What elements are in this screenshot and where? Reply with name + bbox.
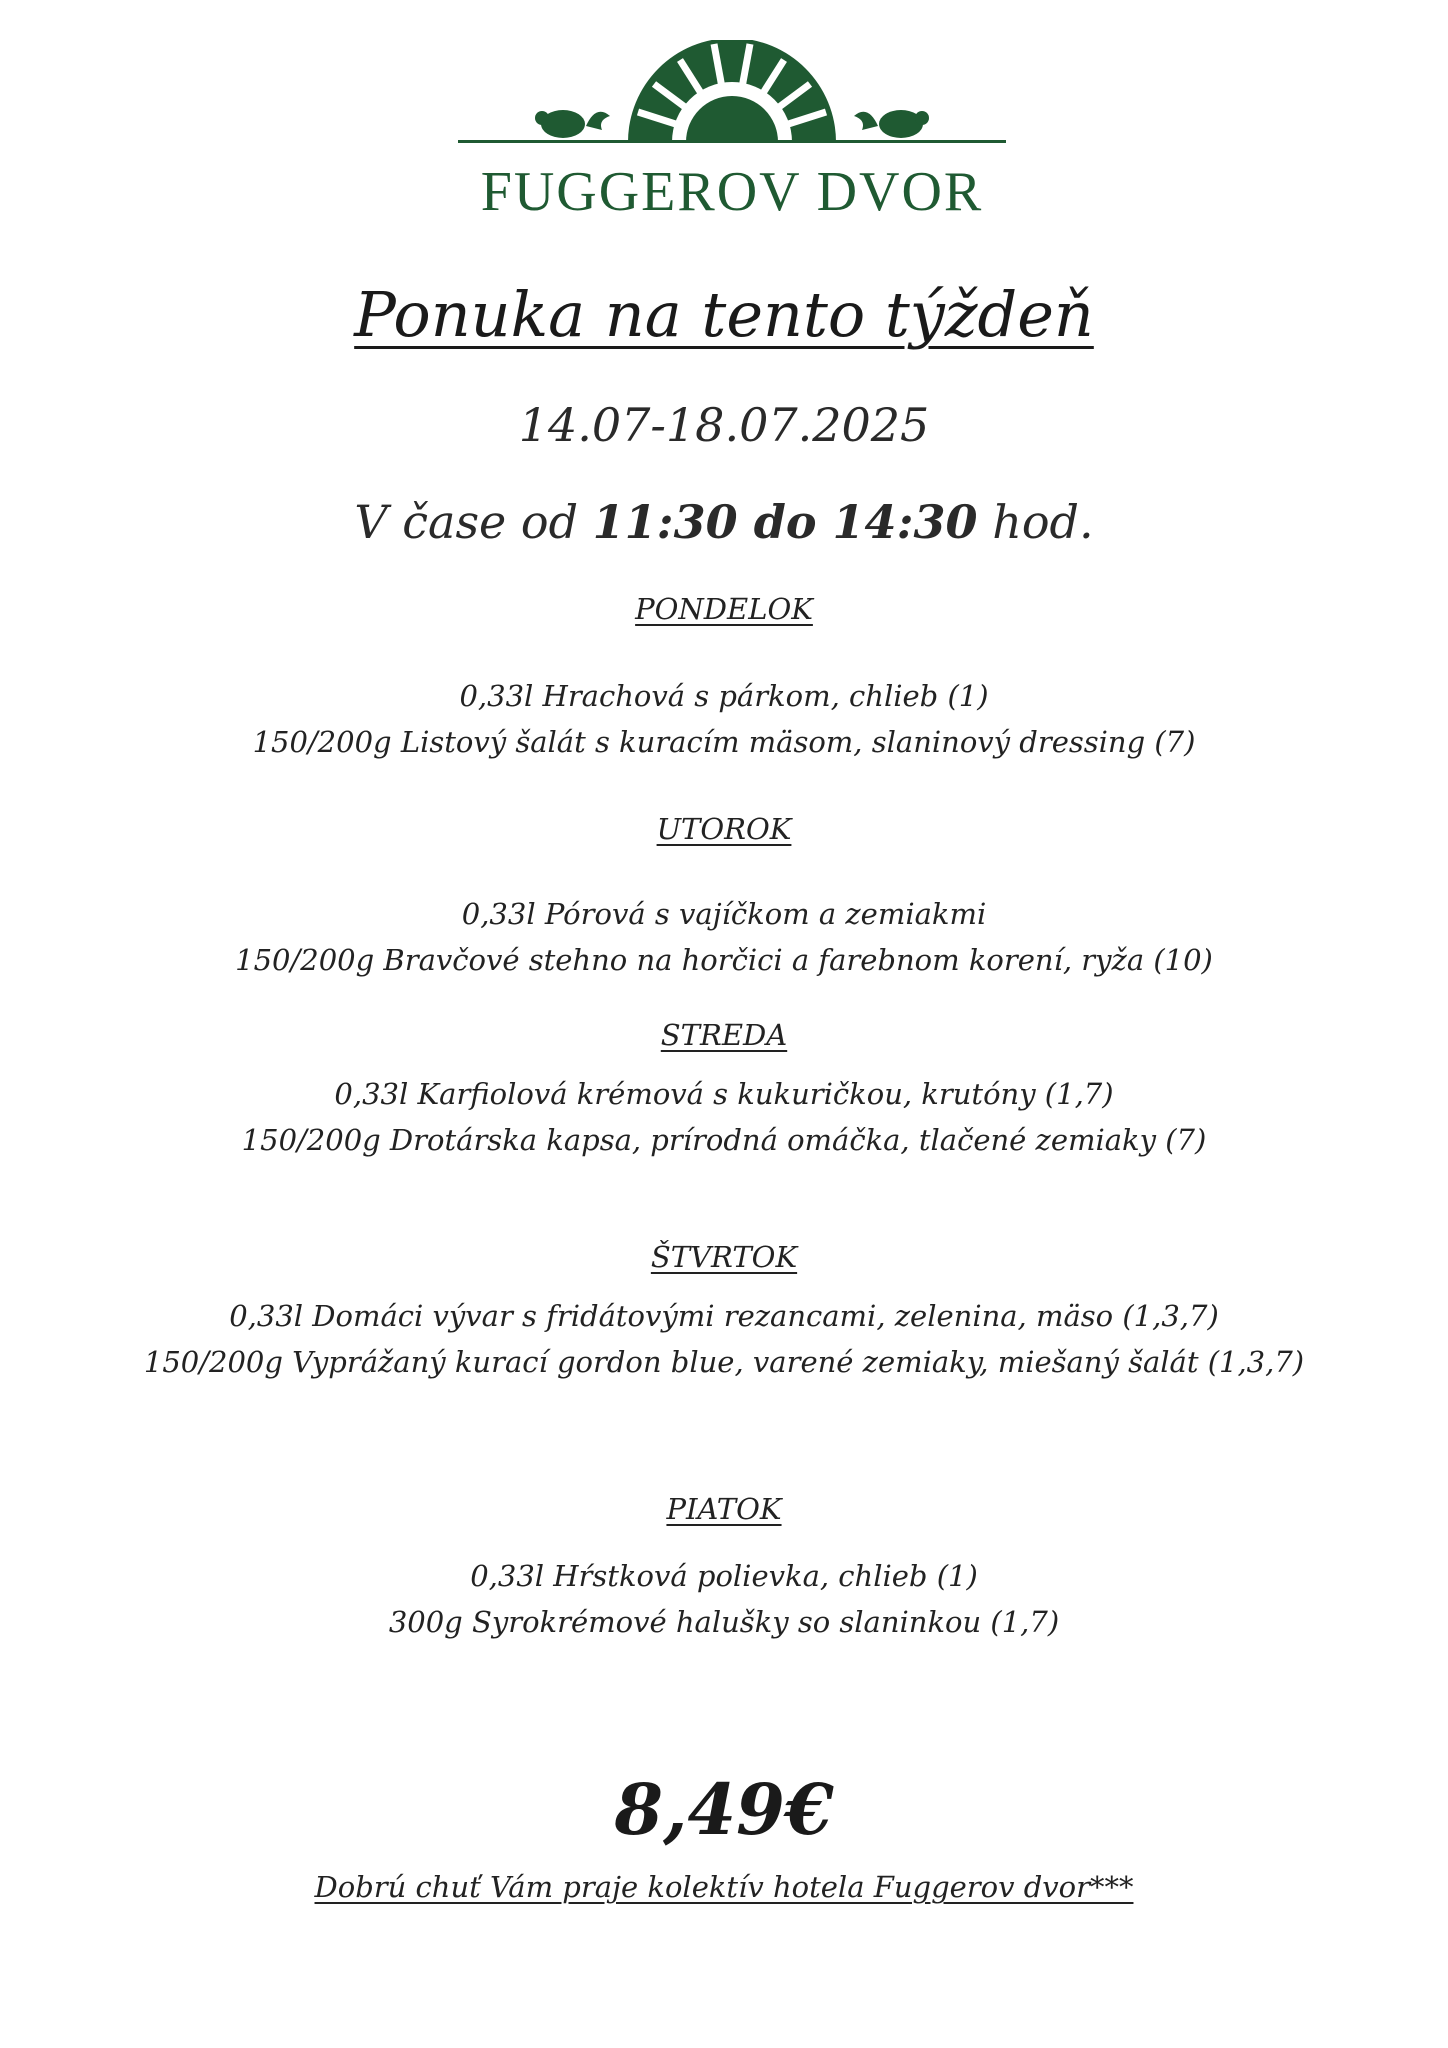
serving-hours (0, 495, 1448, 549)
menu-item: 150/200g Bravčové stehno na horčici a farebnom korení, ryža (10) (235, 943, 1213, 977)
menu-item: 150/200g Drotárska kapsa, prírodná omáčka, tlačené zemiaky (7) (241, 1123, 1207, 1157)
menu-item: 0,33l Hŕstková polievka, chlieb (1) (470, 1559, 978, 1593)
menu-item: 150/200g Vyprážaný kurací gordon blue, varené zemiaky, miešaný šalát (1,3,7) (143, 1345, 1305, 1379)
menu-item: 0,33l Karfiolová krémová s kukuričkou, krutóny (1,7) (334, 1077, 1114, 1111)
fan-arch-logo-icon (458, 40, 1006, 224)
day-heading-friday: PIATOK (666, 1492, 782, 1526)
page-title: Ponuka na tento týždeň (354, 278, 1094, 351)
fuggerov-dvor-logo (458, 40, 1006, 224)
day-heading-wednesday: STREDA (660, 1018, 788, 1052)
brand-name: FUGGEROV DVOR (480, 161, 984, 223)
date-range: 14.07-18.07.2025 (518, 398, 930, 452)
menu-item: 0,33l Domáci vývar s fridátovými rezancami, zelenina, mäso (1,3,7) (229, 1299, 1219, 1333)
hours-range: 11:30 do 14:30 (592, 495, 978, 549)
day-heading-tuesday: UTOROK (656, 812, 792, 846)
hours-prefix: V čase od (354, 495, 579, 549)
day-heading-monday: PONDELOK (635, 592, 813, 626)
menu-item: 0,33l Pórová s vajíčkom a zemiakmi (461, 897, 987, 931)
footer-greeting: Dobrú chuť Vám praje kolektív hotela Fuggerov dvor*** (314, 1870, 1134, 1904)
day-heading-thursday: ŠTVRTOK (650, 1240, 798, 1274)
menu-item: 0,33l Hrachová s párkom, chlieb (1) (459, 679, 989, 713)
menu-item: 150/200g Listový šalát s kuracím mäsom, slaninový dressing (7) (252, 725, 1196, 759)
hours-suffix: hod. (992, 495, 1094, 549)
menu-price: 8,49€ (614, 1768, 834, 1851)
menu-item: 300g Syrokrémové halušky so slaninkou (1,7) (388, 1605, 1060, 1639)
